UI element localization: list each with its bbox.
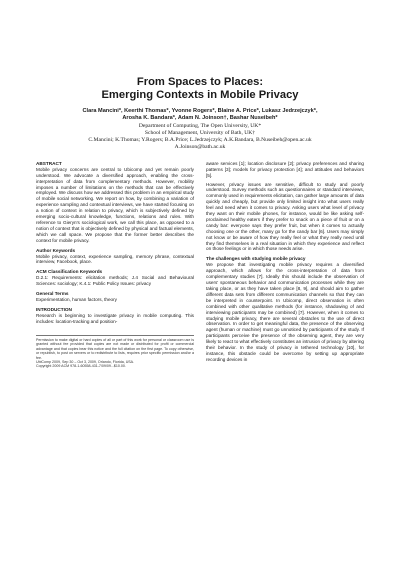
copyright-footnote xyxy=(36,335,194,369)
privacy-issues-paragraph: However, privacy issues are sensitive, difficult to study and poorly understood. Survey methods such as questionnaires or standard interviews, commonly used in requirements elicitation, can gather large amounts of data quickly and cheaply, but provide only limited insight into what users really feel and need when it comes to privacy. Asking users what level of privacy they want on their mobile phones, for instance, would be like asking self-proclaimed healthy eaters if they prefer to snack on a piece of fruit or on a candy bar: everyone says they prefer fruit, but when it comes to actually choosing one or the other, many go for the candy bar [6]. Users may simply not know or be aware of how they really feel or what they really need until they find themselves in a real situation in which they experience and reflect on those feelings or in which those needs arise. xyxy=(206,181,364,252)
acm-heading: ACM Classification Keywords xyxy=(36,269,103,275)
acm-text: D.2.1: Requirements: elicitation methods; J.4 Social and Behavioural Sciences: sociology; K.4.1: Public Policy Issues: privacy xyxy=(36,275,194,287)
title-line-1: From Spaces to Places: xyxy=(136,76,264,88)
conference-notice: UbiComp 2009, Sep 30 – Oct 3, 2009, Orlando, Florida, USA. xyxy=(36,359,135,364)
emails-line-2: A.Joinson@bath.ac.uk xyxy=(174,144,226,151)
left-column xyxy=(36,161,194,369)
author-list xyxy=(36,108,364,123)
authors-line-2: Arosha K. Bandara*, Adam N. Joinson†, Bashar Nuseibeh* xyxy=(122,115,278,122)
challenges-paragraph: We propose that investigating mobile privacy requires a diversified approach, which allows for the cross-interpretation of data from complementary studies [7]. Ideally this should include the observation of users' spontaneous behavior and communication processes while they are taking place, or as they have taken place [8, 9], and should aim to gather different data sets from different communication channels so that they can be interpreted in counterpoint. In Ubicomp, direct observation is often combined with other qualitative methods (for instance, shadowing of and interviewing participants may be combined) [7]. However, when it comes to studying mobile privacy, there are several obstacles to the use of direct observation. In order to get meaningful data, the presence of the observing agent (human or machine) must go unnoticed by participants of the study. If participants perceive the presence of the observing agent, they are very likely to react to what effectively constitutes an intrusion of privacy by altering their behavior. In the study of privacy in tethered technology [10], for instance, this obstacle could be overcome by setting up appropriate recording devices in xyxy=(206,262,364,362)
authors-line-1: Clara Mancini*, Keerthi Thomas*, Yvonne Rogers*, Blaine A. Price*, Lukasz Jedrzejczyk*, xyxy=(82,108,318,114)
title-line-2: Emerging Contexts in Mobile Privacy xyxy=(101,89,299,101)
intro-continued-text: aware services [1]; location disclosure [2]; privacy preferences and sharing patterns [3]; models for privacy protection [4]; and attitudes and behaviors [5]. xyxy=(206,160,364,178)
abstract-heading: ABSTRACT xyxy=(36,160,62,166)
emails-line-1: C.Mancini; K.Thomas; Y.Rogers; B.A.Price; L.Jedrzejczyk; A.K.Bandara, B.Nuseibeh@open.ac.uk xyxy=(88,137,312,144)
copyright-notice: Copyright 2009 ACM 978-1-60558-431-7/09/09...$10.00. xyxy=(36,364,126,369)
challenges-heading: The challenges with studying mobile privacy xyxy=(206,256,306,262)
affiliation-2: School of Management, University of Bath, UK† xyxy=(144,129,256,136)
affiliation-1: Department of Computing, The Open University, UK* xyxy=(138,122,262,129)
keywords-heading: Author Keywords xyxy=(36,247,76,253)
permission-notice: Permission to make digital or hard copies of all or part of this work for personal or classroom use is granted without fee provided that copies are not made or distributed for profit or commercial advantage and that copies bear this notice and the full citation on the first page. To copy otherwise, or republish, to post on servers or to redistribute to lists, requires prior specific permission and/or a fee. xyxy=(36,337,194,360)
paper-title xyxy=(36,76,364,102)
introduction-heading: INTRODUCTION xyxy=(36,307,72,313)
two-column-body xyxy=(36,161,364,369)
keywords-text: Mobile privacy, context, experience sampling, memory phrase, contextual interview, Facebook, place. xyxy=(36,253,194,265)
general-terms-heading: General Terms xyxy=(36,291,69,297)
right-column xyxy=(206,161,364,369)
general-terms-text: Experimentation, human factors, theory xyxy=(36,297,117,303)
abstract-text: Mobile privacy concerns are central to Ubicomp and yet remain poorly understood. We advocate a diversified approach, enabling the cross-interpretation of data from complementary methods. However, mobility imposes a number of limitations on the methods that can be effectively employed. We discuss how we addressed this problem in an empirical study of mobile social networking. We report on how, by combining a variation of experience sampling and contextual interviews, we have started focusing on a notion of context in relation to privacy, which is subjectively defined by emerging socio-cultural knowledge, functions, relations and rules. With reference to Gieryn's sociological work, we call this place, as opposed to a notion of context that is objectively defined by physical and factual elements, which we call space. We propose that the former better describes the context for mobile privacy. xyxy=(36,166,194,243)
introduction-text: Research is beginning to investigate privacy in mobile computing. This includes: location-tracking and position- xyxy=(36,313,194,324)
